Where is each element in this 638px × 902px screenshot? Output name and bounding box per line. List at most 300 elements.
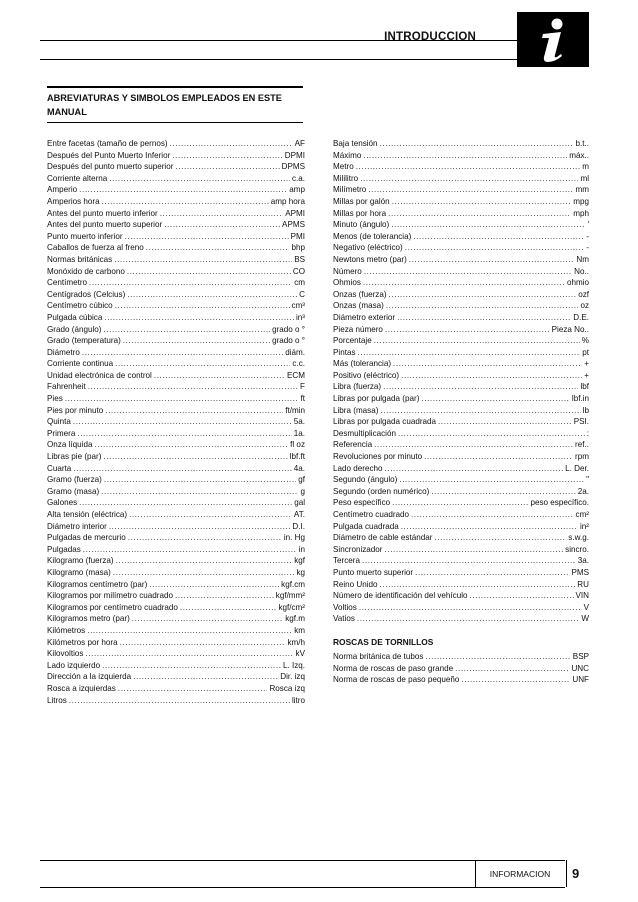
item-abbreviation: RU — [577, 579, 589, 589]
item-abbreviation: 3a. — [577, 556, 589, 566]
list-item — [333, 532, 589, 544]
list-item — [333, 266, 589, 278]
dot-leader — [104, 474, 296, 486]
list-item — [47, 497, 305, 509]
list-item — [333, 555, 589, 567]
item-term: Amperio — [47, 185, 78, 195]
item-term: Libra (fuerza) — [333, 382, 382, 392]
list-item — [333, 579, 589, 591]
item-term: Onzas (masa) — [333, 301, 384, 311]
item-abbreviation: sincro. — [565, 544, 589, 554]
item-abbreviation: km/h — [287, 637, 305, 647]
list-item — [47, 555, 305, 567]
item-term: Norma de roscas de paso pequeño — [333, 675, 460, 685]
dot-leader — [109, 521, 291, 533]
dot-leader — [120, 637, 286, 649]
dot-leader — [172, 150, 282, 162]
item-abbreviation: + — [584, 359, 589, 369]
list-item — [47, 138, 305, 150]
dot-leader — [115, 358, 290, 370]
item-term: Número — [333, 266, 362, 276]
dot-leader — [386, 300, 579, 312]
item-term: Kilómetros — [47, 625, 86, 635]
dot-leader — [69, 695, 290, 707]
item-abbreviation: rpm — [575, 452, 589, 462]
list-item — [333, 150, 589, 162]
dot-leader — [357, 613, 579, 625]
list-item — [333, 509, 589, 521]
item-term: Rosca a izquierdas — [47, 683, 116, 693]
list-item — [333, 486, 589, 498]
item-term: Antes del punto muerto inferior — [47, 208, 158, 218]
dot-leader — [356, 161, 581, 173]
item-abbreviation: b.t.. — [575, 139, 589, 148]
list-item — [333, 544, 589, 556]
left-abbreviation-list — [47, 138, 305, 706]
item-term: Pulgada cuadrada — [333, 521, 399, 531]
item-abbreviation: in² — [580, 521, 589, 531]
item-abbreviation: kgf/cm² — [278, 602, 305, 612]
item-abbreviation: D.I. — [292, 521, 305, 531]
item-term: Punto muerto superior — [333, 567, 414, 577]
dot-leader — [175, 161, 279, 173]
list-item — [47, 637, 305, 649]
list-item — [333, 324, 589, 336]
dot-leader — [125, 231, 289, 243]
dot-leader — [391, 219, 585, 231]
dot-leader — [385, 324, 550, 336]
dot-leader — [73, 463, 291, 475]
item-term: Kilogramo (fuerza) — [47, 556, 114, 566]
item-abbreviation: ref.. — [575, 440, 589, 450]
item-abbreviation: diám. — [285, 347, 305, 357]
item-term: Gramo (fuerza) — [47, 475, 102, 485]
item-abbreviation: + — [584, 370, 589, 380]
item-term: Kilovoltios — [47, 649, 84, 659]
dot-leader — [85, 648, 293, 660]
dot-leader — [364, 266, 572, 278]
item-term: Libra (masa) — [333, 405, 379, 415]
dot-leader — [411, 509, 573, 521]
item-abbreviation: gf — [298, 475, 305, 485]
item-term: Mililitro — [333, 173, 359, 183]
item-abbreviation: amp — [289, 185, 305, 195]
item-term: Centígrados (Celcius) — [47, 289, 126, 299]
item-abbreviation: grado o ° — [272, 336, 305, 346]
item-term: Milímetro — [333, 185, 367, 195]
dot-leader — [127, 289, 297, 301]
item-abbreviation: 1a. — [293, 428, 305, 438]
item-term: Punto muerto inferior — [47, 231, 123, 241]
dot-leader — [385, 463, 564, 475]
list-item — [333, 138, 589, 150]
list-item — [333, 497, 589, 509]
list-item — [47, 428, 305, 440]
page-number: 9 — [572, 866, 580, 881]
item-abbreviation: kgf.m — [285, 614, 305, 624]
list-item — [47, 544, 305, 556]
item-term: Kilogramo (masa) — [47, 567, 111, 577]
dot-leader — [415, 567, 569, 579]
list-item — [47, 381, 305, 393]
dot-leader — [398, 428, 585, 440]
item-term: Pintas — [333, 347, 356, 357]
item-term: Grado (ángulo) — [47, 324, 102, 334]
item-abbreviation: in. Hg — [283, 533, 305, 543]
item-abbreviation: AT. — [293, 510, 305, 519]
list-item — [333, 590, 589, 602]
item-term: Entre facetas (tamaño de pernos) — [47, 139, 168, 148]
list-item — [47, 196, 305, 208]
item-term: Grado (temperatura) — [47, 336, 121, 346]
dot-leader — [154, 370, 285, 382]
item-abbreviation: 4a. — [293, 463, 305, 473]
item-abbreviation: APMI — [285, 208, 305, 218]
item-abbreviation: oz — [580, 301, 589, 311]
item-term: Máximo — [333, 150, 362, 160]
list-item — [47, 625, 305, 637]
dot-leader — [88, 381, 298, 393]
item-abbreviation: BSP — [572, 651, 589, 661]
item-term: Diámetro exterior — [333, 312, 396, 322]
item-abbreviation: V — [583, 602, 589, 612]
footer-section-label: INFORMACION — [489, 869, 551, 879]
list-item — [333, 277, 589, 289]
item-term: Tercera — [333, 556, 360, 566]
item-term: Menos (de tolerancia) — [333, 231, 412, 241]
item-term: Corriente alterna — [47, 173, 108, 183]
list-item — [333, 196, 589, 208]
dot-leader — [94, 439, 288, 451]
list-item — [47, 219, 305, 231]
dot-leader — [397, 312, 571, 324]
item-term: Baja tensión — [333, 139, 378, 148]
list-item — [47, 370, 305, 382]
item-abbreviation: peso específico. — [530, 498, 589, 508]
list-item — [333, 219, 589, 231]
item-abbreviation: ft/min — [285, 405, 305, 415]
item-abbreviation: in³ — [296, 312, 305, 322]
item-abbreviation: 5a. — [293, 417, 305, 427]
dot-leader — [388, 208, 571, 220]
item-term: Porcentaje — [333, 336, 372, 346]
item-abbreviation: s.w.g. — [568, 533, 589, 543]
dot-leader — [374, 335, 580, 347]
dot-leader — [363, 150, 567, 162]
section-title: ABREVIATURAS Y SIMBOLOS EMPLEADOS EN ESTE MANUAL — [47, 93, 282, 117]
item-term: Millas por galón — [333, 196, 390, 206]
list-item — [47, 590, 305, 602]
list-item — [333, 613, 589, 625]
dot-leader — [405, 242, 585, 254]
item-abbreviation: amp hora — [270, 196, 305, 206]
dot-leader — [82, 347, 283, 359]
list-item — [47, 300, 305, 312]
list-item — [47, 312, 305, 324]
list-item — [333, 242, 589, 254]
item-term: Unidad electrónica de control — [47, 370, 152, 380]
item-abbreviation: PMI — [290, 231, 305, 241]
item-abbreviation: F — [300, 382, 305, 392]
dot-leader — [170, 138, 293, 150]
item-abbreviation: D.E. — [573, 312, 589, 322]
item-abbreviation: Rosca izq — [269, 683, 305, 693]
item-term: Pulgada cúbica — [47, 312, 103, 322]
item-term: Alta tensión (eléctrica) — [47, 510, 128, 519]
item-term: Kilogramos centímetro (par) — [47, 579, 148, 589]
item-term: Vatios — [333, 614, 355, 624]
item-term: Dirección a la izquierda — [47, 672, 132, 682]
dot-leader — [164, 219, 280, 231]
item-abbreviation: CO — [292, 266, 305, 276]
dot-leader — [113, 567, 295, 579]
item-abbreviation: mph — [573, 208, 589, 218]
list-item — [333, 312, 589, 324]
item-term: Corriente continua — [47, 359, 114, 369]
dot-leader — [146, 242, 290, 254]
dot-leader — [380, 405, 580, 417]
dot-leader — [424, 451, 573, 463]
list-item — [47, 405, 305, 417]
list-item — [47, 602, 305, 614]
dot-leader — [180, 602, 277, 614]
item-abbreviation: No.. — [574, 266, 589, 276]
page-title: INTRODUCCION — [384, 31, 476, 43]
item-abbreviation: W — [581, 614, 589, 624]
list-item — [333, 393, 589, 405]
dot-leader — [73, 416, 292, 428]
item-term: Referencia — [333, 440, 373, 450]
item-abbreviation: pt — [582, 347, 589, 357]
dot-leader — [127, 266, 291, 278]
item-term: Después del punto muerto superior — [47, 162, 174, 172]
list-item — [47, 335, 305, 347]
list-item — [333, 405, 589, 417]
item-abbreviation: 2a. — [577, 486, 589, 496]
list-item — [333, 231, 589, 243]
dot-leader — [425, 651, 570, 663]
item-abbreviation: máx.. — [569, 150, 589, 160]
item-abbreviation: UNF — [572, 675, 589, 685]
list-item — [333, 674, 589, 686]
dot-leader — [413, 231, 584, 243]
list-item — [47, 254, 305, 266]
list-item — [47, 683, 305, 695]
list-item — [333, 451, 589, 463]
dot-leader — [103, 324, 270, 336]
list-item — [47, 231, 305, 243]
item-abbreviation: lbf.in — [571, 394, 589, 404]
list-item — [47, 648, 305, 660]
dot-leader — [79, 184, 287, 196]
list-item — [47, 416, 305, 428]
list-item — [333, 161, 589, 173]
item-term: Caballos de fuerza al freno — [47, 243, 144, 253]
item-abbreviation: lbf — [580, 382, 589, 392]
dot-leader — [160, 208, 284, 220]
list-item — [47, 463, 305, 475]
item-term: Onzas (fuerza) — [333, 289, 387, 299]
item-abbreviation: kgf/mm² — [275, 591, 305, 601]
item-term: Kilogramos por centímetro cuadrado — [47, 602, 178, 612]
dot-leader — [87, 625, 292, 637]
list-item — [47, 324, 305, 336]
dot-leader — [389, 289, 577, 301]
dot-leader — [399, 474, 584, 486]
threads-heading: ROSCAS DE TORNILLOS — [333, 636, 434, 647]
list-item — [333, 358, 589, 370]
item-term: Negativo (eléctrico) — [333, 243, 403, 253]
item-term: Pulgadas de mercurio — [47, 533, 126, 543]
item-abbreviation: grado o ° — [272, 324, 305, 334]
list-item — [333, 300, 589, 312]
dot-leader — [385, 544, 564, 556]
list-item — [333, 335, 589, 347]
item-term: Más (tolerancia) — [333, 359, 392, 369]
dot-leader — [470, 590, 574, 602]
item-abbreviation: mm — [575, 185, 589, 195]
item-abbreviation: cm — [294, 278, 305, 288]
item-term: Después del Punto Muerto Inferior — [47, 150, 171, 160]
item-term: Amperios hora — [47, 196, 100, 206]
dot-leader — [77, 428, 291, 440]
dot-leader — [438, 416, 572, 428]
list-item — [47, 242, 305, 254]
item-abbreviation: Pieza No.. — [551, 324, 589, 334]
list-item — [333, 602, 589, 614]
item-abbreviation: cm² — [575, 510, 589, 519]
dot-leader — [109, 173, 290, 185]
dot-leader — [360, 173, 578, 185]
list-item — [47, 439, 305, 451]
item-abbreviation: fl oz — [290, 440, 305, 450]
item-term: Gramo (masa) — [47, 486, 100, 496]
item-term: Pies — [47, 394, 63, 404]
item-term: Libras por pulgada (par) — [333, 394, 420, 404]
dot-leader — [79, 497, 292, 509]
list-item — [47, 173, 305, 185]
dot-leader — [149, 579, 279, 591]
item-term: Sincronizador — [333, 544, 383, 554]
item-term: Centímetro cúbico — [47, 301, 113, 311]
item-term: Diámetro — [47, 347, 80, 357]
item-term: Norma británica de tubos — [333, 651, 424, 661]
item-term: Quinta — [47, 417, 71, 427]
list-item — [47, 474, 305, 486]
dot-leader — [104, 312, 294, 324]
dot-leader — [401, 370, 582, 382]
list-item — [47, 613, 305, 625]
dot-leader — [383, 381, 578, 393]
item-abbreviation: " — [586, 475, 589, 485]
list-item — [333, 439, 589, 451]
item-abbreviation: lb — [582, 405, 589, 415]
item-abbreviation: APMS — [282, 220, 305, 230]
list-item — [47, 184, 305, 196]
item-abbreviation: BS — [294, 254, 305, 264]
dot-leader — [455, 663, 569, 675]
item-abbreviation: kgf.cm — [281, 579, 305, 589]
list-item — [47, 393, 305, 405]
item-term: Millas por hora — [333, 208, 387, 218]
dot-leader — [101, 486, 298, 498]
dot-leader — [392, 497, 528, 509]
item-abbreviation: ohmio — [566, 278, 589, 288]
list-item — [333, 173, 589, 185]
dot-leader — [358, 347, 581, 359]
item-term: Libras por pulgada cuadrada — [333, 417, 437, 427]
list-item — [333, 651, 589, 663]
item-term: Kilogramos metro (par) — [47, 614, 130, 624]
item-term: Kilogramos por milímetro cuadrado — [47, 591, 173, 601]
dot-leader — [89, 277, 292, 289]
item-abbreviation: gal — [294, 498, 305, 508]
footer-rule-bottom — [40, 887, 565, 888]
item-abbreviation: UNC — [571, 663, 589, 673]
dot-leader — [461, 674, 570, 686]
item-abbreviation: VIN — [575, 591, 589, 601]
dot-leader — [133, 671, 278, 683]
item-abbreviation: mpg — [573, 196, 589, 206]
list-item — [333, 370, 589, 382]
item-abbreviation: DPMI — [284, 150, 305, 160]
dot-leader — [380, 579, 576, 591]
list-item — [333, 289, 589, 301]
list-item — [47, 695, 305, 707]
item-abbreviation: in — [298, 544, 305, 554]
list-item — [47, 451, 305, 463]
list-item — [47, 150, 305, 162]
item-term: Libras pie (par) — [47, 452, 102, 462]
list-item — [47, 567, 305, 579]
information-i-icon — [533, 17, 573, 63]
item-term: Número de identificación del vehículo — [333, 591, 468, 601]
item-abbreviation: PMS — [571, 567, 589, 577]
item-term: Primera — [47, 428, 76, 438]
item-abbreviation: ft — [300, 394, 305, 404]
item-abbreviation: % — [581, 336, 589, 346]
item-term: Litros — [47, 695, 67, 705]
item-abbreviation: L. Izq. — [282, 660, 305, 670]
item-term: Centímetro cuadrado — [333, 510, 410, 519]
item-term: Ohmios — [333, 278, 361, 288]
item-abbreviation: lbf.ft — [289, 452, 305, 462]
list-item — [47, 660, 305, 672]
list-item — [333, 663, 589, 675]
list-item — [47, 521, 305, 533]
item-abbreviation: kgf — [294, 556, 305, 566]
dot-leader — [65, 393, 299, 405]
item-abbreviation: ml — [580, 173, 589, 183]
list-item — [47, 358, 305, 370]
dot-leader — [434, 532, 566, 544]
list-item — [333, 347, 589, 359]
item-term: Norma de roscas de paso grande — [333, 663, 454, 673]
dot-leader — [363, 277, 565, 289]
dot-leader — [83, 544, 297, 556]
item-term: Segundo (ángulo) — [333, 475, 398, 485]
list-item — [47, 509, 305, 521]
item-abbreviation: m — [582, 162, 589, 172]
item-term: Lado derecho — [333, 463, 383, 473]
item-term: Desmultiplicación — [333, 428, 396, 438]
item-term: Pulgadas — [47, 544, 81, 554]
dot-leader — [368, 184, 573, 196]
item-abbreviation: Nm — [576, 254, 589, 264]
item-abbreviation: kV — [295, 649, 305, 659]
item-term: Voltios — [333, 602, 357, 612]
dot-leader — [401, 521, 578, 533]
